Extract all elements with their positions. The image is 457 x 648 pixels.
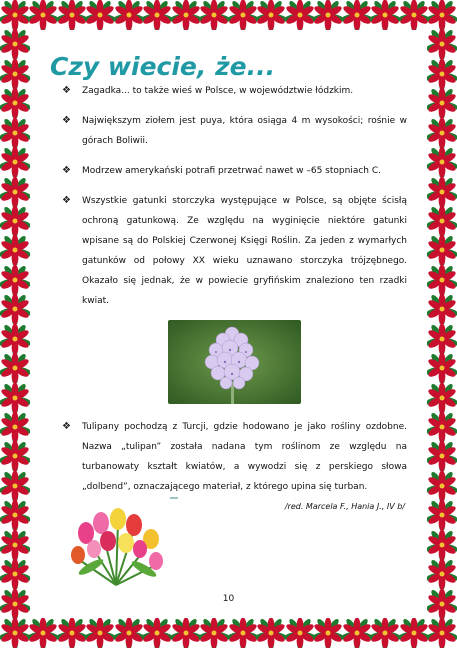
- poinsettia-icon: [427, 618, 457, 648]
- poinsettia-icon: [142, 0, 172, 30]
- poinsettia-icon: [0, 29, 30, 59]
- poinsettia-icon: [0, 530, 30, 560]
- poinsettia-icon: [0, 206, 30, 236]
- poinsettia-icon: [256, 618, 286, 648]
- facts-list: [62, 81, 407, 511]
- fact-text: Wszystkie gatunki storczyka występujące w Polsce, są objęte ścisłą ochroną gatunkową. Ze względu na wyginięcie niektóre gatunki wpisane są do Polskiej Czerwonej Księgi Roślin. Za jeden z wymarłych gatunków od połowy XX wieku uznawano storczyka trójzębnego. Okazało się jednak, że w powiecie gryfińskim znaleziono ten rzadki kwiat.: [82, 196, 407, 306]
- poinsettia-icon: [0, 383, 30, 413]
- poinsettia-icon: [427, 206, 457, 236]
- poinsettia-icon: [427, 88, 457, 118]
- poinsettia-icon: [199, 0, 229, 30]
- poinsettia-icon: [427, 324, 457, 354]
- poinsettia-icon: [370, 0, 400, 30]
- poinsettia-icon: [313, 0, 343, 30]
- fact-text: Największym ziołem jest puya, która osiąga 4 m wysokości; rośnie w górach Boliwii.: [82, 116, 407, 146]
- poinsettia-icon: [427, 147, 457, 177]
- poinsettia-icon: [171, 0, 201, 30]
- poinsettia-icon: [427, 29, 457, 59]
- poinsettia-icon: [285, 0, 315, 30]
- list-item: [62, 161, 407, 181]
- poinsettia-icon: [114, 0, 144, 30]
- list-item: [62, 191, 407, 311]
- poinsettia-icon: [114, 618, 144, 648]
- poinsettia-icon: [427, 441, 457, 471]
- poinsettia-icon: [0, 324, 30, 354]
- diamond-bullet-icon: ❖: [62, 165, 71, 176]
- poinsettia-icon: [427, 353, 457, 383]
- poinsettia-icon: [228, 618, 258, 648]
- diamond-bullet-icon: ❖: [62, 195, 71, 206]
- diamond-bullet-icon: ❖: [62, 85, 71, 96]
- poinsettia-icon: [0, 235, 30, 265]
- tulip-bouquet-photo: [66, 497, 166, 587]
- poinsettia-icon: [427, 294, 457, 324]
- poinsettia-icon: [0, 0, 30, 30]
- diamond-bullet-icon: ❖: [62, 115, 71, 126]
- poinsettia-icon: [285, 618, 315, 648]
- poinsettia-icon: [0, 412, 30, 442]
- diamond-bullet-icon: ❖: [62, 421, 71, 432]
- list-item: [62, 111, 407, 151]
- poinsettia-icon: [399, 0, 429, 30]
- poinsettia-icon: [0, 147, 30, 177]
- poinsettia-icon: [57, 0, 87, 30]
- poinsettia-icon: [85, 618, 115, 648]
- poinsettia-icon: [427, 559, 457, 589]
- author-credit: /red. Marcela F., Hania J., IV b/: [284, 502, 405, 511]
- poinsettia-icon: [142, 618, 172, 648]
- poinsettia-icon: [370, 618, 400, 648]
- poinsettia-icon: [427, 235, 457, 265]
- poinsettia-icon: [199, 618, 229, 648]
- page-title: Czy wiecie, że...: [50, 52, 276, 81]
- page-number: 10: [222, 594, 235, 604]
- poinsettia-icon: [427, 500, 457, 530]
- poinsettia-icon: [85, 0, 115, 30]
- poinsettia-icon: [0, 618, 30, 648]
- poinsettia-icon: [427, 530, 457, 560]
- poinsettia-icon: [427, 177, 457, 207]
- poinsettia-icon: [0, 118, 30, 148]
- poinsettia-icon: [28, 618, 58, 648]
- poinsettia-icon: [399, 618, 429, 648]
- poinsettia-icon: [342, 618, 372, 648]
- poinsettia-icon: [427, 118, 457, 148]
- fact-text: Zagadka... to także wieś w Polsce, w województwie łódzkim.: [82, 86, 354, 96]
- decorative-mark: [170, 497, 178, 499]
- poinsettia-icon: [0, 441, 30, 471]
- poinsettia-icon: [313, 618, 343, 648]
- poinsettia-icon: [0, 88, 30, 118]
- poinsettia-icon: [0, 177, 30, 207]
- poinsettia-icon: [0, 59, 30, 89]
- poinsettia-icon: [0, 471, 30, 501]
- poinsettia-icon: [57, 618, 87, 648]
- list-item: [62, 81, 407, 101]
- poinsettia-icon: [0, 353, 30, 383]
- poinsettia-icon: [256, 0, 286, 30]
- poinsettia-icon: [427, 471, 457, 501]
- poinsettia-icon: [171, 618, 201, 648]
- fact-text: Modrzew amerykański potrafi przetrwać nawet w –65 stopniach C.: [82, 166, 381, 176]
- poinsettia-icon: [28, 0, 58, 30]
- poinsettia-icon: [228, 0, 258, 30]
- poinsettia-icon: [342, 0, 372, 30]
- poinsettia-icon: [0, 265, 30, 295]
- list-item: [62, 417, 407, 497]
- poinsettia-icon: [427, 412, 457, 442]
- poinsettia-icon: [0, 500, 30, 530]
- poinsettia-icon: [0, 294, 30, 324]
- poinsettia-icon: [427, 0, 457, 30]
- poinsettia-icon: [0, 559, 30, 589]
- orchid-photo: [168, 320, 301, 404]
- poinsettia-icon: [427, 59, 457, 89]
- poinsettia-icon: [427, 383, 457, 413]
- poinsettia-icon: [427, 265, 457, 295]
- fact-text: Tulipany pochodzą z Turcji, gdzie hodowano je jako rośliny ozdobne. Nazwa „tulipan” została nadana tym roślinom ze względu na turbanowaty kształt kwiatów, a wywodzi się z perskiego słowa „dolbend”, oznaczającego materiał, z którego upina się turban.: [82, 422, 407, 492]
